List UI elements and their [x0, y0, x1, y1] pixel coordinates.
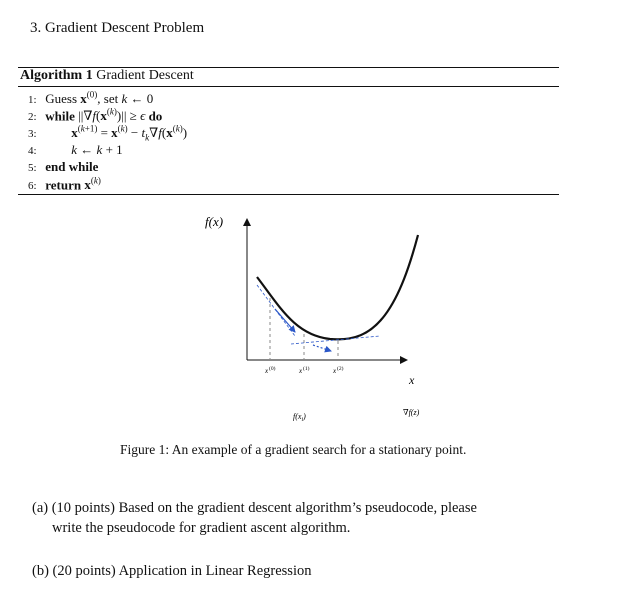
algorithm-name: Gradient Descent — [96, 68, 194, 83]
question-a-line-1: (a) (10 points) Based on the gradient descent algorithm’s pseudocode, please — [32, 500, 477, 516]
iterate-label-2 — [332, 365, 344, 375]
x-axis-label: x — [409, 373, 415, 387]
section-heading: 3. Gradient Descent Problem — [30, 20, 205, 36]
gradient-descent-figure — [195, 205, 435, 430]
algorithm-line-1 — [28, 90, 153, 107]
keyword-return: return — [45, 177, 82, 193]
algorithm-line-text: k ← k + 1 — [71, 142, 123, 157]
algorithm-header-rule — [18, 86, 559, 87]
figure-caption: Figure 1: An example of a gradient search for a stationary point. — [120, 442, 467, 457]
iterate-label-x: x — [299, 367, 303, 375]
line-number: 1: — [28, 94, 37, 107]
keyword-end-while: end while — [45, 159, 99, 174]
algorithm-line-2 — [28, 107, 162, 124]
algorithm-title — [20, 68, 194, 84]
algorithm-bottom-rule — [18, 194, 559, 195]
iterate-label-1 — [298, 365, 310, 375]
algorithm-line-3 — [28, 124, 187, 143]
iterate-label-sup: (2) — [337, 366, 344, 372]
line-number: 2: — [28, 111, 37, 124]
function-curve — [257, 235, 418, 339]
algorithm-line-4 — [28, 142, 123, 158]
iterate-label-sup: (1) — [303, 366, 310, 372]
algorithm-label: Algorithm 1 — [20, 68, 93, 83]
gradient-label: ∇f(z) — [403, 408, 420, 417]
f-of-xi-label — [293, 412, 306, 423]
f-label-text: $f(x_i)$ — [293, 412, 306, 423]
algorithm-line-text: $||\nabla f(x^{(k)})|| \ge \epsilon$ — [78, 107, 146, 124]
y-axis-label: f(x) — [205, 214, 224, 229]
iterate-label-0 — [264, 365, 276, 375]
question-a-line-2: write the pseudocode for gradient ascent algorithm. — [52, 520, 351, 536]
keyword-do: do — [148, 108, 163, 124]
iterate-label-sup: (0) — [269, 366, 276, 372]
question-b: (b) (20 points) Application in Linear Regression — [32, 563, 312, 579]
algorithm-line-text: $x^{(k)}$ — [84, 176, 101, 193]
iterate-label-x: x — [333, 367, 337, 375]
line-number: 5: — [28, 162, 37, 174]
keyword-while: while — [45, 108, 75, 124]
line-number: 4: — [28, 145, 37, 157]
line-number: 6: — [28, 180, 37, 193]
algorithm-line-5 — [28, 159, 98, 175]
algorithm-line-6 — [28, 176, 101, 193]
algorithm-line-text: $x^{(k+1)} = x^{(k)} - t_k\nabla f(x^{(k)})$ — [71, 124, 188, 143]
algorithm-line-text: Guess $x^{(0)}$, set k ← 0 — [45, 90, 154, 107]
line-number: 3: — [28, 128, 37, 141]
descent-step-arrow-1 — [313, 345, 331, 351]
iterate-label-x: x — [265, 367, 269, 375]
